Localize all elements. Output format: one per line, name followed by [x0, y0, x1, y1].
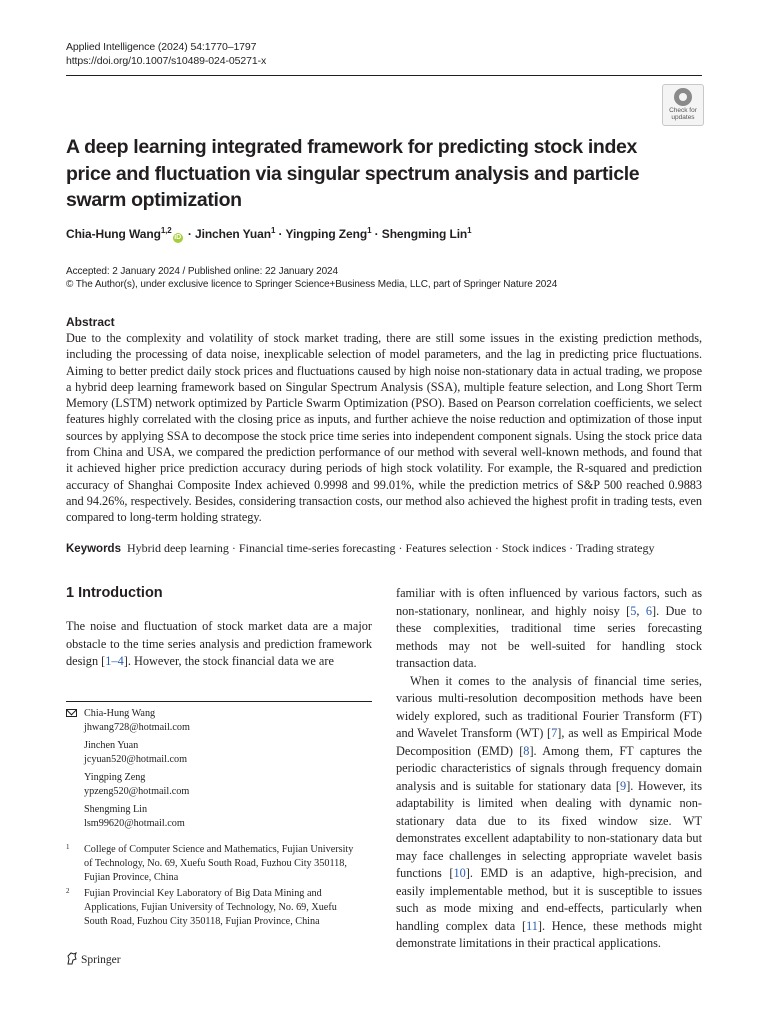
intro-paragraph: [66, 618, 372, 671]
paragraph-text: The noise and fluctuation of stock market data are a major obstacle to the time series analysis and prediction framework design [: [66, 619, 372, 668]
contact-email[interactable]: jhwang728@hotmail.com: [84, 721, 190, 733]
citation-link[interactable]: 10: [453, 866, 466, 880]
citation-link[interactable]: 11: [526, 918, 538, 933]
paragraph-text: ]. However, the stock financial data we are: [123, 654, 334, 668]
badge-label-2: updates: [671, 114, 695, 121]
header-divider: [66, 75, 702, 76]
citation-link[interactable]: 6: [645, 603, 652, 618]
author-affil-sup: 1: [367, 226, 372, 235]
affiliation-1: [66, 843, 372, 885]
copyright-notice: © The Author(s), under exclusive licence to Springer Science+Business Media, LLC, part of Springer Nature 2024: [66, 279, 558, 290]
citation-link[interactable]: 9: [620, 778, 627, 793]
contact-email[interactable]: jcyuan520@hotmail.com: [84, 753, 188, 765]
paragraph-text: ,: [636, 603, 646, 618]
contact-name: Shengming Lin: [84, 804, 148, 815]
contact-email[interactable]: ypzeng520@hotmail.com: [84, 785, 190, 797]
citation-link[interactable]: 8: [523, 743, 530, 758]
orcid-icon[interactable]: iD: [174, 234, 182, 241]
paragraph-text: ]. However, its adaptability is limited when dealing with dynamic non-stationary data due to its fixed window size. WT demonstrates excellent adaptability to non-stationary data but may face challenges in selecting appropriate wavelet basis functions [: [396, 778, 702, 880]
badge-label-1: Check for: [669, 107, 697, 114]
paragraph-text: ]. EMD is an adaptive, high-precision, and easily implementable method, but it is susceptible to issues such as mode mixing and end-effects, particularly when handling complex data [: [396, 866, 703, 933]
keywords-text: Hybrid deep learning · Financial time-series forecasting · Features selection · Stock indices · Trading strategy: [126, 541, 655, 555]
paragraph-text: When it comes to the analysis of financial time series, various multi-resolution decomposition methods have been widely explored, such as traditional Fourier Transform (FT) and Wavelet Transform (WT) [: [396, 673, 702, 740]
publisher-name: Springer: [81, 954, 121, 966]
paragraph-text: ]. Hence, these methods might demonstrate limitations in their practical applications.: [396, 918, 702, 950]
author-separator: ·: [275, 227, 286, 241]
paragraph-text: ], as well as Empirical Mode Decomposition (EMD) [: [396, 726, 702, 758]
affiliation-2: [66, 887, 372, 929]
publisher-footer: [66, 952, 121, 968]
author-separator: ·: [184, 227, 196, 241]
author-affil-sup: 1: [270, 226, 276, 235]
abstract-heading: Abstract: [66, 315, 115, 329]
envelope-icon: [66, 709, 77, 717]
check-updates-icon: [674, 88, 692, 106]
contact-name: Chia-Hung Wang: [84, 708, 156, 719]
author-name[interactable]: Yingping Zeng: [285, 227, 368, 241]
keywords-line: [66, 541, 702, 557]
section-heading-introduction: 1 Introduction: [66, 585, 163, 601]
intro-paragraph: [396, 673, 702, 953]
publication-dates: Accepted: 2 January 2024 / Published online: 22 January 2024: [66, 266, 338, 277]
doi-link[interactable]: https://doi.org/10.1007/s10489-024-05271-x: [66, 55, 267, 67]
author-name[interactable]: Jinchen Yuan: [195, 227, 271, 241]
paragraph-text: ]. Due to these complexities, traditional time series forecasting methods may not be well-suited for handling stock transaction data.: [396, 603, 702, 670]
abstract-text: Due to the complexity and volatility of stock market trading, there are still some issues in the existing prediction methods, including the processing of data noise, inexplicable selection of model parameters, and the lag in predicting price fluctuations. Aiming to better predict daily stock prices and fluctuations caused by high noise non-stationary data in actual trading, we propose a hybrid deep learning framework based on Singular Spectrum Analysis (SSA), multiple feature selection, and Long Short Term Memory (LSTM) network optimized by Particle Swarm Optimization (PSO). Based on Pearson correlation coefficients, we select features highly correlated with the closing price as inputs, and further achieve the noise reduction and optimization of those input sources by applying SSA to decompose the stock price time series into independent component signals. Using the stock price data from China and USA, we compared the prediction performance of our method with several well-known methods, and found that it achieved higher price prediction accuracy during periods of high stock volatility. For example, the R-squared and prediction accuracy of Shanghai Composite Index achieved 0.9998 and 99.01%, while the prediction metrics of S&P 500 reached 0.9883 and 94.26%, respectively. Besides, considering transaction costs, our method also achieved the highest profit in trading tests, even compared to long-term holding strategy.: [66, 331, 702, 525]
springer-logo-icon: [66, 952, 78, 965]
journal-citation: Applied Intelligence (2024) 54:1770–1797: [66, 41, 257, 53]
affiliation-number: 1: [66, 843, 70, 851]
author-affil-sup: 1: [467, 226, 472, 235]
citation-link[interactable]: 1–4: [105, 654, 124, 668]
contact-email[interactable]: lsm99620@hotmail.com: [84, 817, 185, 829]
intro-right-column: [396, 585, 702, 953]
author-name[interactable]: Shengming Lin: [381, 227, 468, 241]
footnote-divider: [66, 701, 372, 702]
keywords-label: Keywords: [66, 543, 121, 555]
author-separator: ·: [371, 227, 382, 241]
author-name[interactable]: Chia-Hung Wang: [66, 227, 161, 241]
affiliation-text: College of Computer Science and Mathematics, Fujian University of Technology, No. 69, Xuefu South Road, Fuzhou City 350118, Fujian Province, China: [84, 844, 354, 883]
affiliation-number: 2: [66, 887, 70, 895]
affiliation-text: Fujian Provincial Key Laboratory of Big Data Mining and Applications, Fujian University of Technology, No. 69, Xuefu South Road, Fuzhou City 350118, Fujian Province, China: [84, 888, 337, 927]
paragraph-text: ]. Among them, FT captures the periodic characteristics of signals through frequency domain analysis and is suitable for stationary data [: [396, 743, 702, 793]
intro-paragraph: [396, 585, 702, 673]
check-for-updates-badge[interactable]: [662, 84, 704, 126]
citation-link[interactable]: 7: [551, 726, 558, 740]
contact-name: Yingping Zeng: [84, 772, 146, 783]
intro-left-column: [66, 618, 372, 671]
paragraph-text: familiar with is often influenced by various factors, such as non-stationary, nonlinear, and highly noisy [: [396, 586, 702, 618]
correspondence-block: [66, 707, 372, 827]
author-affil-sup: 1,2: [160, 226, 172, 235]
contact-name: Jinchen Yuan: [84, 740, 139, 751]
citation-link[interactable]: 5: [630, 603, 637, 618]
paper-title: A deep learning integrated framework for predicting stock index price and fluctuation via singular spectrum analysis and particle swarm optimization: [66, 136, 640, 211]
author-list: [66, 226, 472, 243]
